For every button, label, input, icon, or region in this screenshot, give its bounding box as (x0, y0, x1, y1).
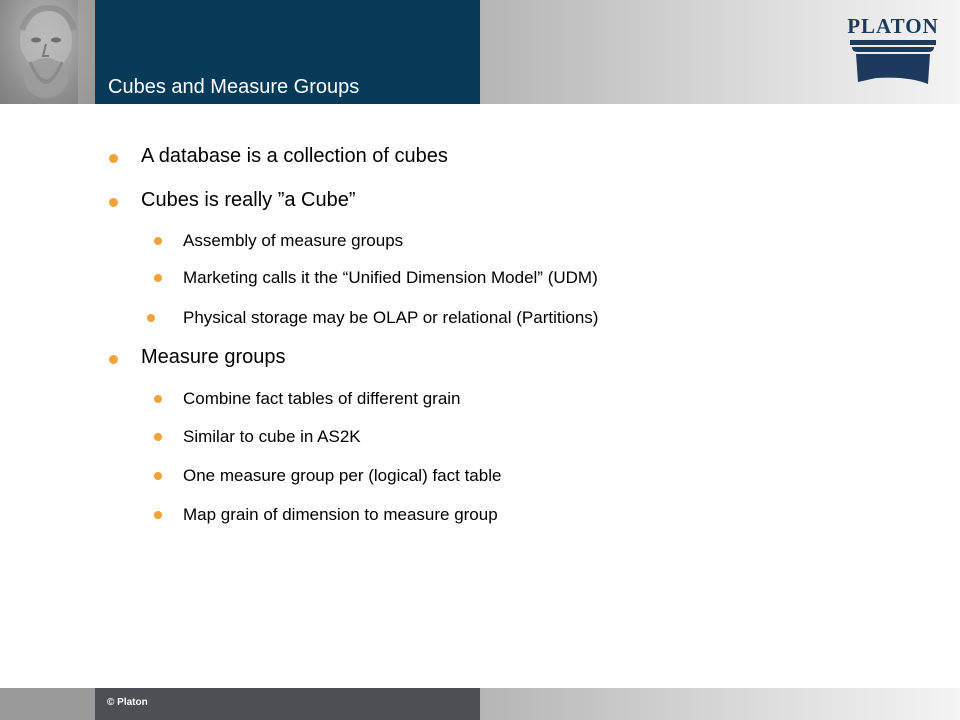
bullet-dot-icon (109, 154, 118, 163)
slide-footer (0, 688, 960, 720)
bullet-text: One measure group per (logical) fact table (183, 466, 502, 485)
slide-title: Cubes and Measure Groups (108, 76, 360, 98)
bullet-text: Similar to cube in AS2K (183, 427, 361, 446)
bullet-text: Cubes is really ”a Cube” (141, 189, 356, 211)
sub-bullet-item (183, 268, 598, 288)
bullet-dot-icon (154, 433, 162, 441)
sub-bullet-item (183, 231, 403, 251)
bullet-dot-icon (154, 274, 162, 282)
bullet-dot-icon (154, 395, 162, 403)
bullet-text: Map grain of dimension to measure group (183, 505, 498, 524)
bullet-text: Marketing calls it the “Unified Dimension Model” (UDM) (183, 268, 598, 287)
bullet-dot-icon (154, 237, 162, 245)
bullet-text: Physical storage may be OLAP or relational (Partitions) (183, 308, 599, 327)
copyright-text: © Platon (107, 697, 148, 708)
bullet-text: Measure groups (141, 346, 286, 368)
bullet-text: Combine fact tables of different grain (183, 389, 461, 408)
slide-content (0, 104, 960, 688)
bullet-item (141, 189, 356, 212)
sub-bullet-item (183, 389, 461, 409)
bullet-dot-icon (154, 511, 162, 519)
bullet-item (141, 346, 286, 369)
bullet-item (141, 145, 448, 168)
slide-header (0, 0, 960, 104)
sub-bullet-item (183, 427, 361, 447)
bullet-dot-icon (154, 472, 162, 480)
title-block (95, 0, 480, 104)
platon-logo (846, 14, 940, 90)
logo-wordmark: PLATON (847, 14, 939, 38)
bullet-text: Assembly of measure groups (183, 231, 404, 250)
philosopher-portrait-image (0, 0, 95, 104)
sub-bullet-item (183, 466, 501, 486)
bullet-dot-icon (147, 314, 155, 322)
bullet-text: A database is a collection of cubes (141, 145, 448, 167)
bullet-dot-icon (109, 355, 118, 364)
bullet-dot-icon (109, 198, 118, 207)
sub-bullet-item (183, 308, 598, 328)
footer-left-panel (0, 688, 95, 720)
column-capital-icon (846, 38, 940, 86)
footer-block (95, 688, 480, 720)
sub-bullet-item (183, 505, 498, 525)
